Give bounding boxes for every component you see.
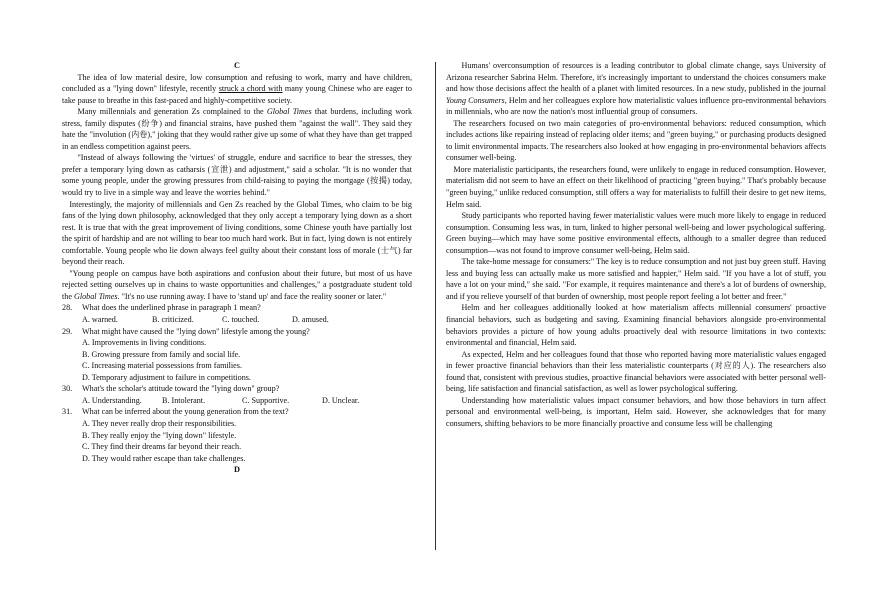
question-29: 29. What might have caused the "lying down" lifestyle among the young? A. Improvements in living conditions. B. Growing pressure from family and social life. C. Increasing material possessions from families. D. Temporary adjustment to failure in competitions. bbox=[62, 326, 412, 384]
section-d-heading: D bbox=[234, 465, 240, 475]
q29-option-d[interactable]: D. Temporary adjustment to failure in competitions. bbox=[82, 372, 251, 382]
column-divider bbox=[435, 62, 436, 550]
q31-option-d[interactable]: D. They would rather escape than take challenges. bbox=[82, 453, 246, 463]
q28-option-b[interactable]: B. criticized. bbox=[152, 315, 194, 325]
passage-d-paragraph-8: Understanding how materialistic values impact consumer behaviors, and how those behaviors in turn affect personal and environmental well-being, is important, Helm said. However, she acknowledges that for many consumers, shifting behaviors to be more financially proactive and consume less will be challenging bbox=[446, 395, 826, 428]
question-28-stem: What does the underlined phrase in paragraph 1 mean? bbox=[82, 303, 261, 313]
question-30: 30. What's the scholar's attitude toward the "lying down" group? A. Understanding. B. Intolerant. C. Supportive. D. Unclear. bbox=[62, 384, 360, 405]
right-column bbox=[446, 60, 826, 430]
q31-option-a[interactable]: A. They never really drop their responsibilities. bbox=[82, 418, 237, 428]
passage-d-paragraph-3: More materialistic participants, the researchers found, were unlikely to engage in reduced consumption. However, materialism did not seem to have an effect on their likelihood of practicing "green buying." That's probably because "green buying," unlike reduced consumption, still offers a way for materialists to fulfill their desire to get new items, Helm said. bbox=[446, 164, 826, 209]
q30-option-c[interactable]: C. Supportive. bbox=[242, 395, 290, 405]
q30-option-a[interactable]: A. Understanding. bbox=[82, 395, 142, 405]
left-column bbox=[62, 60, 412, 476]
passage-d-paragraph-6: Helm and her colleagues additionally looked at how materialism affects millennial consumers' proactive financial behaviors, such as budgeting and saving. Examining financial behaviors alongside pro-environmental behaviors provides a picture of how young adults proactively deal with resource limitations in two contexts: environmental and financial, Helm said. bbox=[446, 303, 826, 348]
q28-option-c[interactable]: C. touched. bbox=[222, 315, 260, 325]
question-30-stem: What's the scholar's attitude toward the "lying down" group? bbox=[82, 384, 280, 394]
q30-option-d[interactable]: D. Unclear. bbox=[322, 395, 360, 405]
passage-d-paragraph-2: The researchers focused on two main categories of pro-environmental behaviors: reduced consumption, which includes actions like repairing instead of replacing older items; and "green buying," or purchasing products designed to limit environmental impacts. The researchers also looked at how engaging in pro-environmental behaviors affects consumer well-being. bbox=[446, 118, 826, 163]
q29-option-c[interactable]: C. Increasing material possessions from families. bbox=[82, 361, 242, 371]
passage-c-paragraph-4: Interestingly, the majority of millennials and Gen Zs reached by the Global Times, who claim to be big fans of the lying down philosophy, acknowledged that they only accept a temporary lying down as a short rest. It is true that with the great improvement of living conditions, some Chinese youth have partially lost the spirit of hardship and are not willing to bear too much hard work. But in fact, lying down is not entirely comfortable. Young people who lie down always feel guilty about their constant loss of morale (士气) far beyond their reach. bbox=[62, 199, 412, 267]
passage-d-paragraph-4: Study participants who reported having fewer materialistic values were much more likely to engage in reduced consumption. Consuming less was, in turn, linked to higher personal well-being and lower psychological suffering. Green buying—which may have some positive environmental effects, although to a smaller degree than reduced consumption—was not found to improve consumer well-being, Helm said. bbox=[446, 211, 826, 255]
question-31-stem: What can be inferred about the young generation from the text? bbox=[82, 407, 289, 417]
q31-option-c[interactable]: C. They find their dreams far beyond their reach. bbox=[82, 442, 242, 452]
passage-d-paragraph-7: As expected, Helm and her colleagues found that those who reported having more materialistic values engaged in fewer proactive financial behaviors than their less materialistic counterparts (对应的人). The researchers also found that, consistent with previous studies, proactive financial behaviors were associated with better personal well-being, life satisfaction and financial satisfaction, as well as lower psychological suffering. bbox=[446, 349, 826, 394]
passage-c-paragraph-3: "Instead of always following the 'virtues' of struggle, endure and sacrifice to bear the stresses, they prefer a temporary lying down as catharsis (宣泄) and adjustment," said a scholar. "It is no wonder that some young people, under the growing pressures from child-raising to paying the mortgage (按揭) today, would try to live in a simple way and leave the worries behind." bbox=[62, 153, 412, 198]
q28-option-a[interactable]: A. warned. bbox=[82, 315, 118, 325]
passage-d-paragraph-1: Humans' overconsumption of resources is a leading contributor to global climate change, says University of Arizona researcher Sabrina Helm. Therefore, it's increasingly important to understand the choices consumers make and how those decisions affect the health of a planet with limited resources. In a new study, published in the journal Young Consumers, Helm and her colleagues explore how materialistic values influence pro-environmental behaviors in millennials, who are now the nation's most influential group of consumers. bbox=[446, 61, 826, 117]
q29-option-a[interactable]: A. Improvements in living conditions. bbox=[82, 338, 207, 348]
q29-option-b[interactable]: B. Growing pressure from family and social life. bbox=[82, 349, 241, 359]
passage-c-paragraph-5: "Young people on campus have both aspirations and confusion about their future, but most of us have rejected setting ourselves up in chains to waste opportunities and challenges," a postgraduate student told the Global Times. "It's no use running away. I have to 'stand up' and face the reality sooner or later." bbox=[62, 268, 412, 301]
underlined-phrase: struck a chord with bbox=[218, 84, 283, 94]
q28-option-d[interactable]: D. amused. bbox=[292, 315, 329, 325]
question-29-stem: What might have caused the "lying down" lifestyle among the young? bbox=[82, 326, 310, 336]
q30-option-b[interactable]: B. Intolerant. bbox=[162, 395, 206, 405]
q31-option-b[interactable]: B. They really enjoy the "lying down" lifestyle. bbox=[82, 430, 237, 440]
passage-c-paragraph-2: Many millennials and generation Zs complained to the Global Times that burdens, including work stress, family disputes (纷争) and financial strains, have pushed them "against the wall". They said they hate the "involution (内卷)," joking that they would rather give up some of what they have than get trapped in an endless competition against peers. bbox=[62, 107, 413, 151]
question-28: 28. What does the underlined phrase in paragraph 1 mean? A. warned. B. criticized. C. touched. D. amused. bbox=[62, 303, 329, 325]
passage-c-paragraph-1: The idea of low material desire, low consumption and refusing to work, marry and have children, concluded as a "lying down" lifestyle, recently struck a chord with many young Chinese who are eager to take pause to breathe in this fast-paced and highly-competitive society. bbox=[62, 72, 412, 105]
passage-d-paragraph-5: The take-home message for consumers:" The key is to reduce consumption and not just buy green stuff. Having less and buying less can actually make us more satisfied and happier," Helm said. "If you have a lot of stuff, you have a lot on your mind," she said. "For example, it requires maintenance and there's a lot of burdens of ownership, and if you relieve yourself of that burden of ownership, most people report feeling a lot better and freer." bbox=[446, 257, 826, 301]
question-31: 31. What can be inferred about the young generation from the text? A. They never really drop their responsibilities. B. They really enjoy the "lying down" lifestyle. C. They find their dreams far beyond their reach. D. They would rather escape than take challenges. bbox=[62, 406, 412, 464]
section-c-heading: C bbox=[234, 61, 240, 70]
